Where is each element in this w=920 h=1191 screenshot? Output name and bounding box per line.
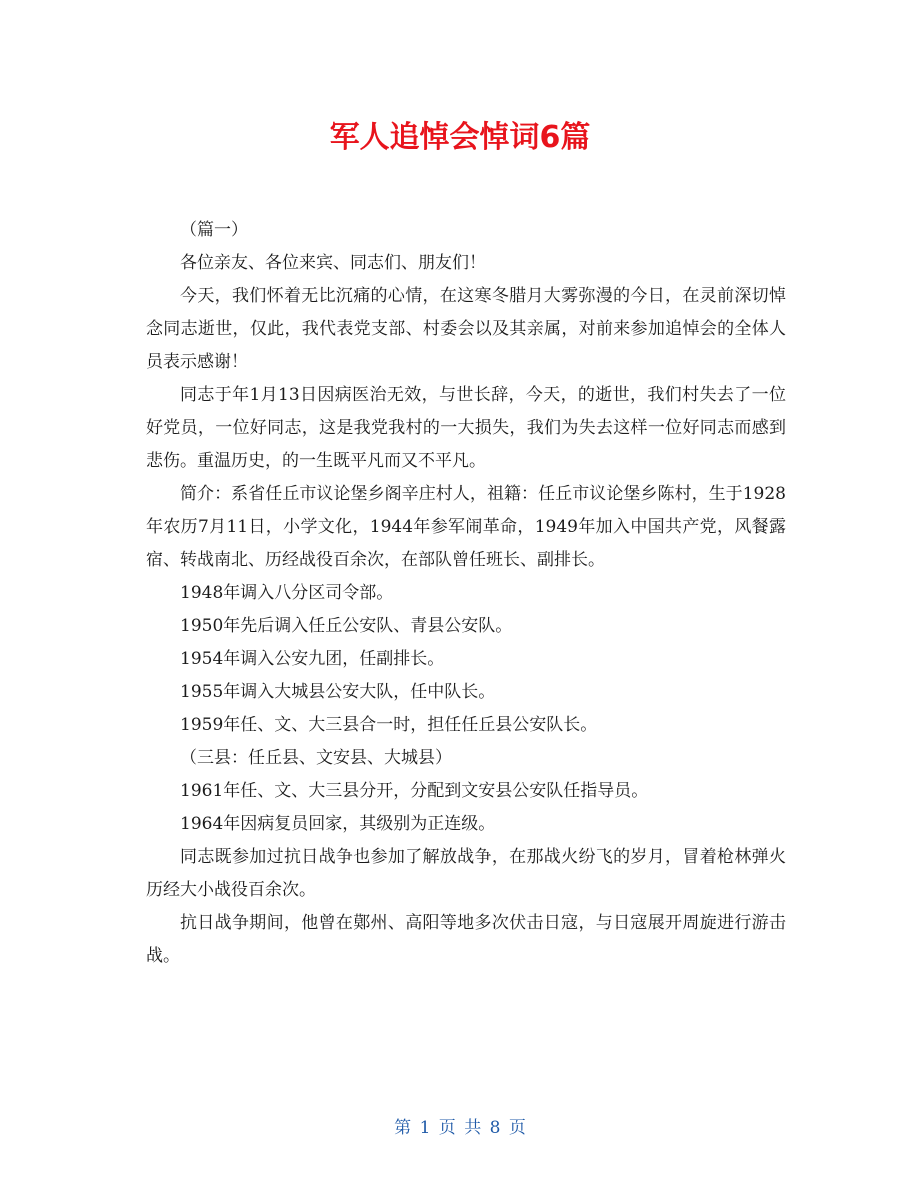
paragraph: 各位亲友、各位来宾、同志们、朋友们！ [180,253,486,273]
paragraph: 同志既参加过抗日战争也参加了解放战争，在那战火纷飞的岁月，冒着枪林弹火历经大小战役百余次。 [146,847,786,900]
paragraph: 抗日战争期间，他曾在鄚州、高阳等地多次伏击日寇，与日寇展开周旋进行游击战。 [146,913,786,966]
paragraph: 1959年任、文、大三县合一时，担任任丘县公安队长。 [180,715,598,735]
paragraph: 简介：系省任丘市议论堡乡阁辛庄村人，祖籍：任丘市议论堡乡陈村，生于1928年农历7月11日，小学文化，1944年参军闹革命，1949年加入中国共产党，风餐露宿、转战南北、历经战役百余次，在部队曾任班长、副排长。 [146,484,786,570]
paragraph: 1948年调入八分区司令部。 [180,583,394,603]
paragraph: （三县：任丘县、文安县、大城县） [180,748,452,768]
paragraph: 1954年调入公安九团，任副排长。 [180,649,445,669]
paragraph: 同志于年1月13日因病医治无效，与世长辞，今天，的逝世，我们村失去了一位好党员，一位好同志，这是我党我村的一大损失，我们为失去这样一位好同志而感到悲伤。重温历史，的一生既平凡而又不平凡。 [146,385,786,471]
paragraph: 1955年调入大城县公安大队，任中队长。 [180,682,496,702]
paragraph: 今天，我们怀着无比沉痛的心情，在这寒冬腊月大雾弥漫的今日，在灵前深切悼念同志逝世，仅此，我代表党支部、村委会以及其亲属，对前来参加追悼会的全体人员表示感谢！ [146,286,786,372]
page-number-footer: 第 1 页 共 8 页 [394,1118,526,1138]
paragraph: 1961年任、文、大三县分开，分配到文安县公安队任指导员。 [180,781,649,801]
paragraph: （篇一） [180,220,248,240]
document-body [146,214,786,973]
paragraph: 1964年因病复员回家，其级别为正连级。 [180,814,496,834]
document-title: 军人追悼会悼词6篇 [329,120,591,155]
paragraph: 1950年先后调入任丘公安队、青县公安队。 [180,616,513,636]
